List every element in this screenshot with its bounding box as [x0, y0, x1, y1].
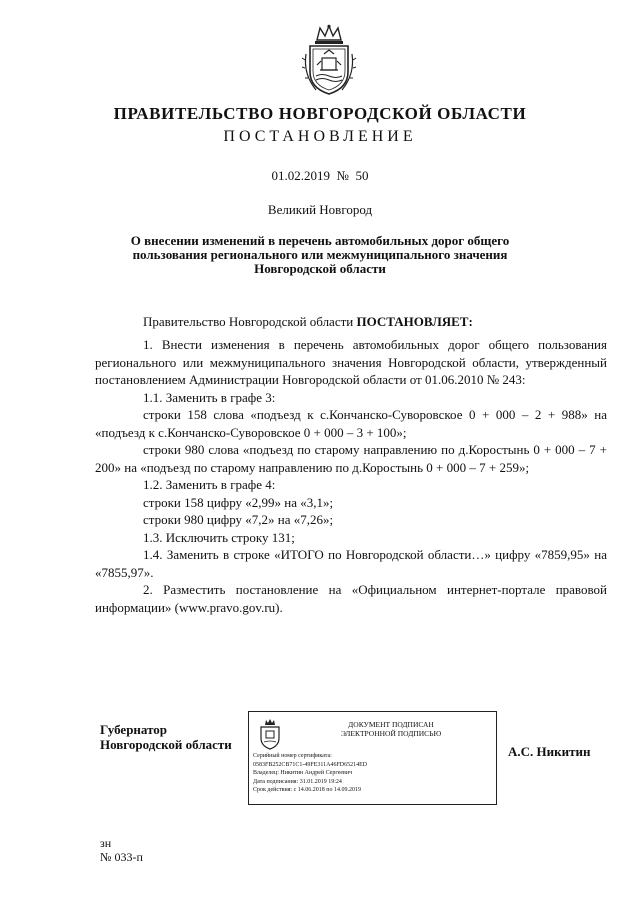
- stamp-owner: Владелец: Никитин Андрей Сергеевич: [253, 770, 353, 777]
- paragraph-1-1: 1.1. Заменить в графе 3:: [143, 389, 276, 405]
- stamp-header-line: ЭЛЕКТРОННОЙ ПОДПИСЬЮ: [340, 729, 442, 738]
- stamp-coat-of-arms-icon: [257, 718, 283, 750]
- document-title: [0, 234, 640, 276]
- paragraph-1-3: 1.3. Исключить строку 131;: [143, 529, 295, 545]
- organization-name: ПРАВИТЕЛЬСТВО НОВГОРОДСКОЙ ОБЛАСТИ: [113, 104, 527, 123]
- document-type: ПОСТАНОВЛЕНИЕ: [223, 128, 417, 145]
- paragraph-2: 2. Разместить постановление на «Официальном интернет-портале правовой информации» (www.pravo.gov.ru).: [95, 582, 607, 615]
- position-line: Губернатор: [100, 722, 168, 737]
- stamp-header-line: ДОКУМЕНТ ПОДПИСАН: [348, 720, 434, 729]
- stamp-details: [253, 752, 493, 795]
- signatory-position: [100, 722, 232, 752]
- paragraph-1-2: 1.2. Заменить в графе 4:: [143, 477, 276, 492]
- stamp-serial-label: Серийный номер сертификата:: [253, 753, 332, 759]
- stamp-sign-date: Дата подписания: 31.01.2019 19:24: [253, 778, 342, 785]
- footer-initials: зн: [100, 836, 112, 850]
- signatory-name: А.С. Никитин: [508, 744, 591, 759]
- position-line: Новгородской области: [100, 737, 232, 752]
- paragraph-1-2-a: строки 158 цифру «2,99» на «3,1»;: [143, 494, 334, 510]
- paragraph-1-1-b: строки 980 слова «подъезд по старому направлению по д.Коростынь 0 + 000 – 7 + 200» на «подъезд по старому направлению по д.Коростынь 0 + 000 – 7 + 259»;: [95, 442, 607, 475]
- stamp-validity: Срок действия: с 14.06.2018 по 14.09.2019: [253, 787, 361, 794]
- paragraph-1-4: 1.4. Заменить в строке «ИТОГО по Новгородской области…» цифру «7859,95» на «7855,97».: [95, 547, 607, 580]
- preamble: [143, 314, 473, 330]
- stamp-header: [293, 720, 489, 738]
- preamble-resolves: ПОСТАНОВЛЯЕТ:: [356, 314, 473, 329]
- paragraph-1: 1. Внести изменения в перечень автомобильных дорог общего пользования регионального или межмуниципального значения Новгородской области, утвержденный постановлением Администрации Новгородской области от 01.06.2010 № 243:: [95, 337, 607, 387]
- stamp-serial: 0583FB252CB71C1-49FE311A46FD65214ED: [253, 761, 368, 768]
- electronic-signature-stamp: [248, 711, 497, 805]
- title-line: О внесении изменений в перечень автомобильных дорог общего: [130, 233, 510, 248]
- decree-body: [95, 336, 607, 616]
- date-number: 01.02.2019 № 50: [271, 168, 369, 183]
- title-line: пользования регионального или межмуниципального значения: [132, 247, 508, 262]
- title-line: Новгородской области: [254, 261, 386, 276]
- footer-number: № 033-п: [100, 850, 143, 864]
- paragraph-1-2-b: строки 980 цифру «7,2» на «7,26»;: [143, 512, 334, 527]
- preamble-text: Правительство Новгородской области: [143, 314, 357, 329]
- novgorod-coat-of-arms-icon: [300, 24, 358, 96]
- paragraph-1-1-a: строки 158 слова «подъезд к с.Кончанско-Суворовское 0 + 000 – 2 + 988» на «подъезд к с.Кончанско-Суворовское 0 + 000 – 3 + 100»;: [95, 407, 607, 440]
- city: Великий Новгород: [267, 202, 373, 217]
- registration-footer: [100, 836, 143, 864]
